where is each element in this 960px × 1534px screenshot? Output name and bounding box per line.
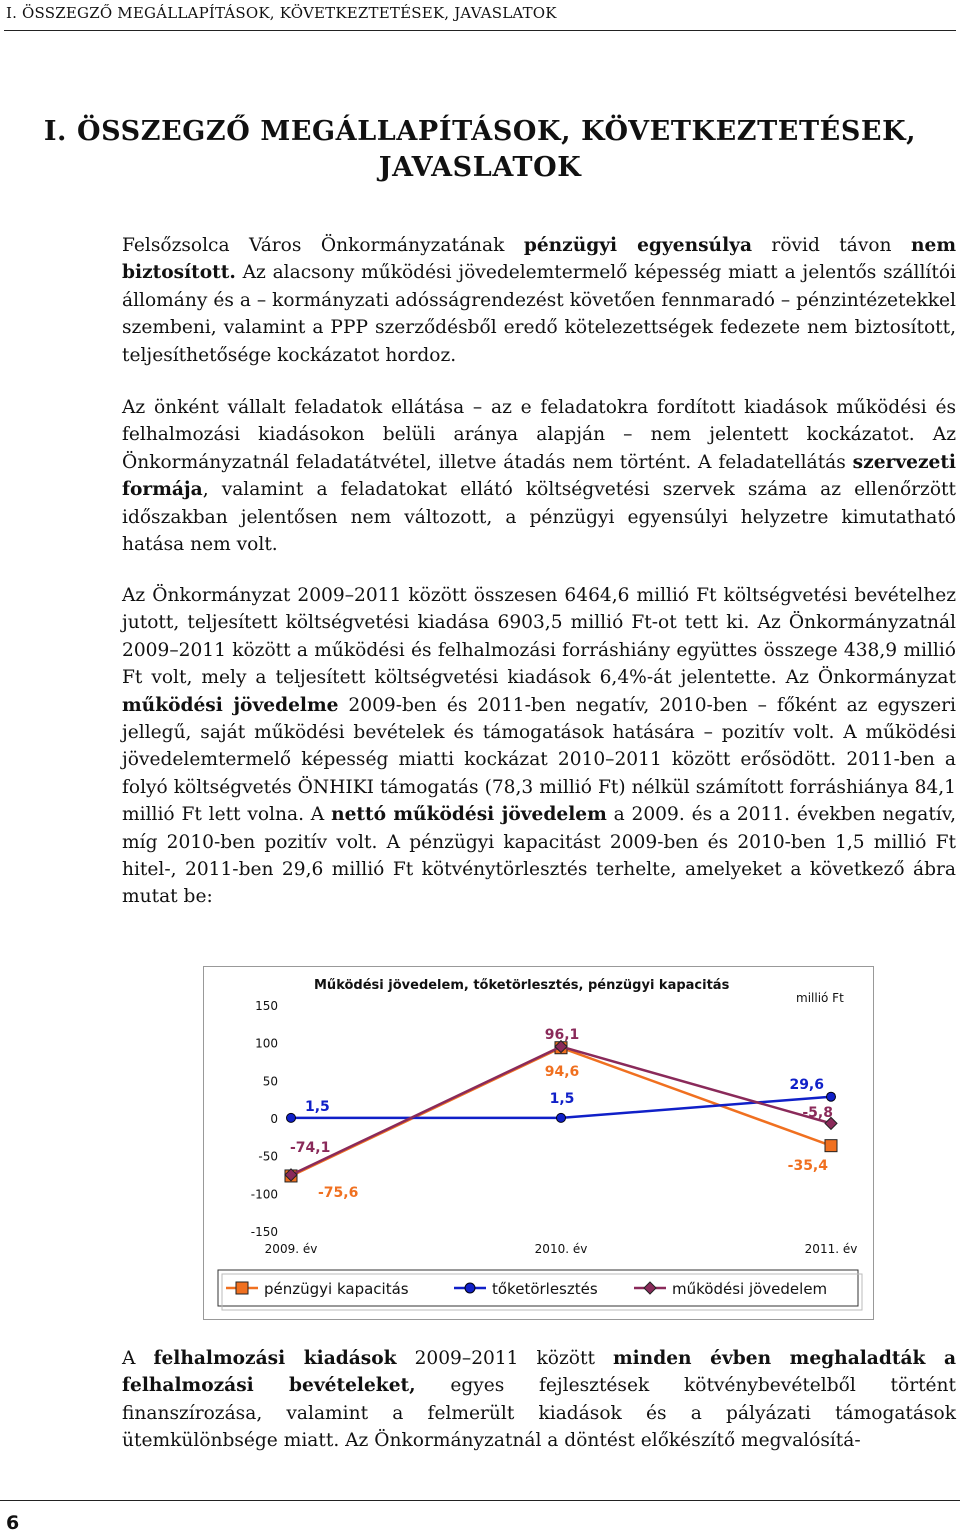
body-text: A — [122, 1348, 154, 1369]
x-tick-label: 2011. év — [804, 1242, 858, 1256]
emphasis-text: nettó működési jövedelem — [331, 804, 607, 826]
y-tick-label: 150 — [255, 999, 278, 1013]
emphasis-text: felhalmozási kiadások — [153, 1348, 397, 1369]
body-text: rövid távon — [752, 235, 911, 256]
chart-legend — [218, 1270, 862, 1310]
y-tick-label: 50 — [262, 1074, 278, 1089]
y-tick-label: -50 — [258, 1149, 278, 1164]
emphasis-text: nem biztosított. — [122, 235, 956, 284]
data-label: 29,6 — [789, 1077, 824, 1093]
series-layer — [285, 1027, 837, 1201]
body-text: Az Önkormányzat 2009–2011 között összesen 6464,6 millió Ft költségvetési bevételhez jutott, teljesített költségvetési kiadása 6903,5 millió Ft-ot tett ki. Az Önkormányzatnál 2009–2011 között a működési és felhalmozási forráshiány együttes összege 438,9 millió Ft volt, mely a teljesített költségvetési kiadások 6,4%-át jelentette. Az Önkormányzat — [122, 585, 956, 689]
data-label: 1,5 — [305, 1099, 330, 1115]
data-label: -74,1 — [290, 1140, 331, 1156]
running-header: I. ÖSSZEGZŐ MEGÁLLAPÍTÁSOK, KÖVETKEZTETÉSEK, JAVASLATOK — [6, 4, 557, 22]
legend-label: tőketörlesztés — [492, 1280, 598, 1298]
data-point-circle — [287, 1113, 296, 1122]
legend-swatch-square — [236, 1282, 248, 1294]
data-label: -5,8 — [802, 1105, 833, 1121]
body-text: , valamint a feladatokat ellátó költségvetési szervek száma az ellenőrzött időszakban jelentősen nem változott, a pénzügyi egyensúlyi helyzetre kimutatható hatása nem volt. — [122, 479, 956, 556]
header-divider — [4, 30, 956, 31]
body-text: Az önként vállalt feladatok ellátása – az e feladatokra fordított kiadások működési és felhalmozási kiadásokon belüli aránya alapján – nem jelentett kockázatot. Az Önkormányzatnál feladatátvétel, illetve átadás nem történt. A feladatellátás — [122, 397, 956, 473]
y-tick-label: -150 — [250, 1225, 278, 1239]
data-point-circle — [827, 1092, 836, 1101]
data-point-square — [825, 1140, 837, 1152]
y-tick-label: -100 — [250, 1187, 278, 1202]
x-axis-ticks — [265, 1242, 858, 1256]
y-tick-label: 100 — [255, 1036, 278, 1051]
emphasis-text: működési jövedelme — [122, 694, 339, 716]
chart-unit-label: millió Ft — [796, 991, 844, 1005]
data-label: -35,4 — [787, 1158, 828, 1174]
page-number: 6 — [6, 1512, 20, 1534]
line-chart — [204, 967, 873, 1319]
body-text: 2009-ben és 2011-ben negatív, 2010-ben – főként az egyszeri jellegű, saját működési bevételek és támogatások hatására – pozitív volt. A működési jövedelemtermelő képesség miatti kockázat 2010–2011 között erősödött. 2011-ben a folyó költségvetés ÖNHIKI támogatás (78,3 millió Ft) nélkül számított forráshiánya 84,1 millió Ft lett volna. A — [122, 694, 956, 826]
legend-swatch-circle — [465, 1283, 475, 1293]
x-tick-label: 2009. év — [264, 1242, 318, 1256]
emphasis-text: minden évben meghaladták a felhalmozási bevételeket, — [122, 1348, 956, 1397]
data-label: -75,6 — [318, 1185, 359, 1201]
emphasis-text: szervezeti formája — [122, 451, 956, 501]
chapter-title-line-2: JAVASLATOK — [378, 152, 582, 183]
body-text: 2009–2011 között — [396, 1348, 613, 1369]
body-text: Felsőzsolca Város Önkormányzatának — [122, 235, 524, 256]
x-tick-label: 2010. év — [534, 1242, 588, 1256]
data-label: 96,1 — [544, 1027, 580, 1043]
paragraph-capital-expenditure — [122, 1345, 956, 1455]
paragraph-voluntary-tasks — [122, 394, 956, 558]
y-tick-label: 0 — [270, 1112, 278, 1126]
emphasis-text: pénzügyi egyensúlya — [523, 235, 752, 256]
y-axis-ticks — [251, 999, 278, 1239]
legend-label: működési jövedelem — [672, 1280, 828, 1298]
body-text: a 2009. és a 2011. években negatív, míg 2010-ben pozitív volt. A pénzügyi kapacitást 2009-ben és 2010-ben 1,5 millió Ft hitel-, 2011-ben 29,6 millió Ft kötvénytörlesztés terhelte, amelyeket a következő ábra mutat be: — [122, 804, 956, 908]
paragraph-financial-balance — [122, 232, 956, 369]
data-point-circle — [557, 1113, 566, 1122]
chart-title: Működési jövedelem, tőketörlesztés, pénzügyi kapacitás — [314, 978, 730, 993]
data-label: 94,6 — [544, 1064, 580, 1080]
paragraph-budget-figures — [122, 582, 956, 911]
chart-frame — [203, 966, 874, 1320]
footer-divider — [0, 1500, 960, 1501]
body-text: egyes fejlesztések kötvénybevételből történt finanszírozása, valamint a felmerült kiadások és a pályázati támogatások ütemkülönbsége miatt. Az Önkormányzatnál a döntést előkészítő megvalósítá- — [122, 1375, 956, 1452]
legend-label: pénzügyi kapacitás — [264, 1280, 409, 1298]
chapter-title — [0, 114, 960, 186]
chapter-title-line-1: I. ÖSSZEGZŐ MEGÁLLAPÍTÁSOK, KÖVETKEZTETÉSEK, — [43, 116, 917, 147]
data-label: 1,5 — [549, 1091, 575, 1107]
body-text: Az alacsony működési jövedelemtermelő képesség miatt a jelentős szállítói állomány és a – kormányzati adósságrendezést követően fennmaradó – pénzintézetekkel szembeni, valamint a PPP szerződésből eredő kötelezettségek fedezete nem biztosított, teljesíthetősége kockázatot hordoz. — [122, 262, 956, 366]
